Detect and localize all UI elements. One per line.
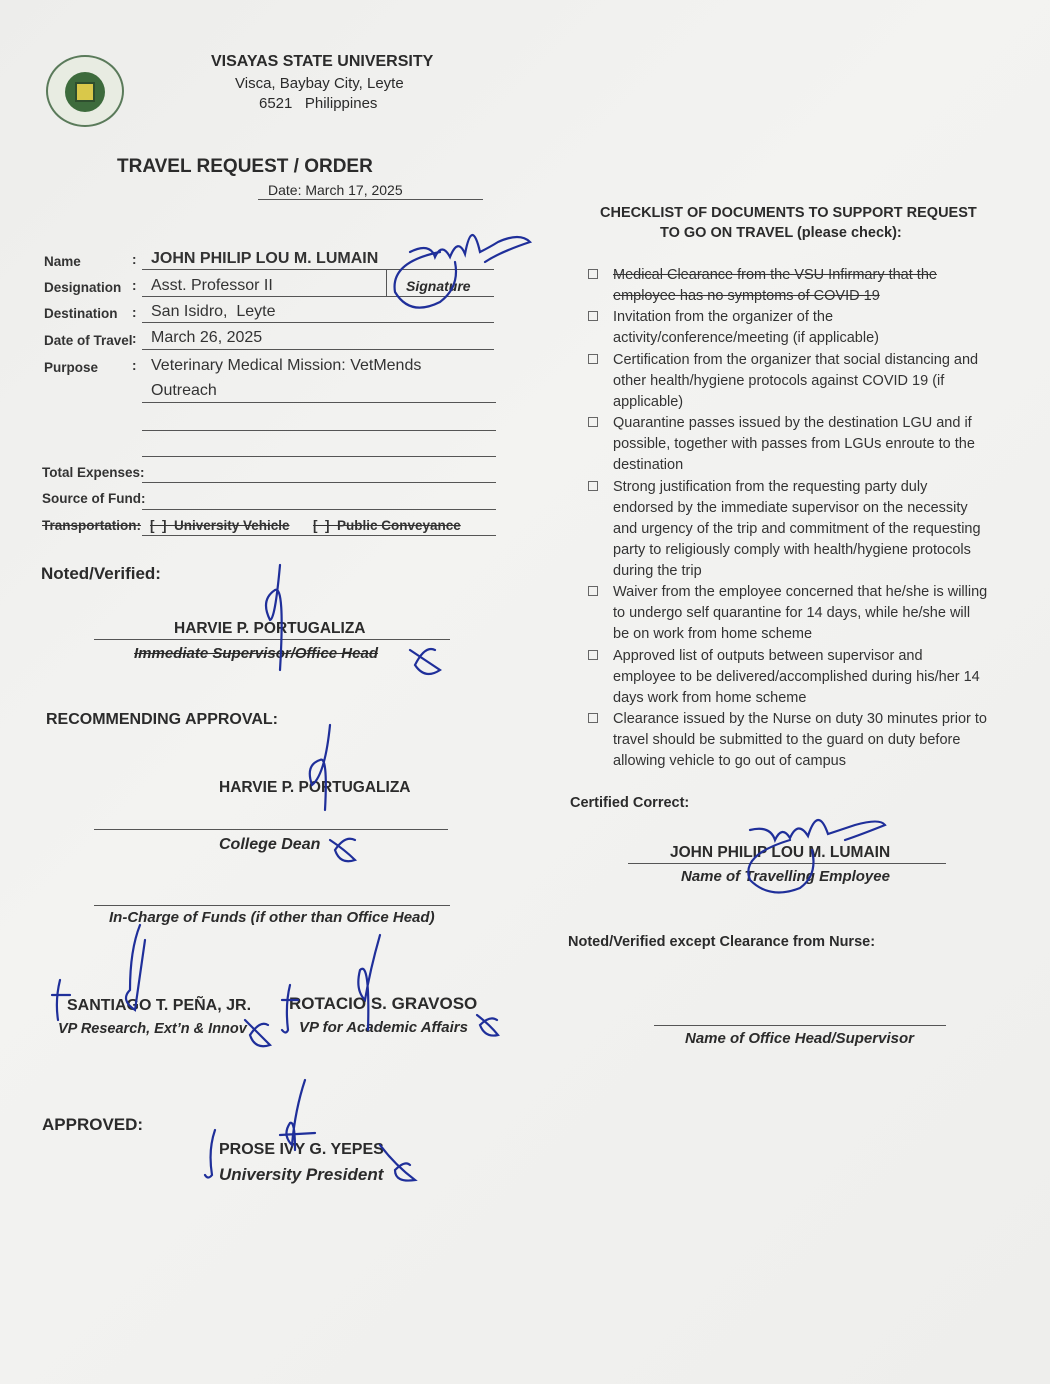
public-conveyance-option[interactable]: [ ] Public Conveyance xyxy=(313,518,461,533)
name-value: JOHN PHILIP LOU M. LUMAIN xyxy=(151,250,379,267)
employee-title: Name of Travelling Employee xyxy=(681,868,890,885)
purpose-value-1: Veterinary Medical Mission: VetMends xyxy=(151,357,422,374)
checkbox[interactable] xyxy=(588,354,598,364)
checklist-item[interactable]: Waiver from the employee concerned that he/she is willing to undergo self quarantine for 14 days, while he/she will be on work from home scheme xyxy=(588,582,988,645)
source-of-fund-label: Source of Fund: xyxy=(42,491,146,506)
vp-academic-title: VP for Academic Affairs xyxy=(299,1019,468,1036)
supervisor-title: Immediate Supervisor/Office Head xyxy=(134,645,378,662)
purpose-value-2: Outreach xyxy=(151,382,217,399)
checklist-title-1: CHECKLIST OF DOCUMENTS TO SUPPORT REQUEST xyxy=(600,205,977,221)
dean-title: College Dean xyxy=(219,836,321,853)
checkbox[interactable] xyxy=(588,481,598,491)
checklist-item[interactable]: Quarantine passes issued by the destination LGU and if possible, together with passes from LGUs enroute to the destination xyxy=(588,413,988,476)
approved-label: APPROVED: xyxy=(42,1115,144,1134)
form-date: Date: March 17, 2025 xyxy=(268,182,403,198)
checklist-title-2: TO GO ON TRAVEL (please check): xyxy=(660,225,902,241)
university-vehicle-option[interactable]: [ ] University Vehicle xyxy=(150,518,290,533)
designation-value: Asst. Professor II xyxy=(151,277,273,294)
total-expenses-label: Total Expenses: xyxy=(42,465,145,480)
form-title: TRAVEL REQUEST / ORDER xyxy=(117,156,373,177)
president-title: University President xyxy=(219,1165,384,1184)
checklist-item[interactable]: Approved list of outputs between supervisor and employee to be delivered/accomplished during his/her 14 days work from home scheme xyxy=(588,646,988,709)
designation-label: Designation xyxy=(44,280,122,295)
checklist-item[interactable]: Strong justification from the requesting party duly endorsed by the immediate supervisor on the necessity and urgency of the trip and commitment of the requesting party to religiously comply with health/hygiene protocols during the trip xyxy=(588,477,988,582)
name-label: Name xyxy=(44,254,81,269)
checkbox[interactable] xyxy=(588,311,598,321)
vp-research-name: SANTIAGO T. PEÑA, JR. xyxy=(67,997,252,1014)
checklist-item[interactable]: Certification from the organizer that social distancing and other health/hygiene protocols against COVID 19 (if applicable) xyxy=(588,350,988,413)
destination-label: Destination xyxy=(44,306,118,321)
employee-name: JOHN PHILIP LOU M. LUMAIN xyxy=(670,844,891,861)
destination-value: San Isidro, Leyte xyxy=(151,303,276,320)
funds-title: In-Charge of Funds (if other than Office Head) xyxy=(109,909,435,926)
vp-research-title: VP Research, Ext’n & Innov xyxy=(58,1021,247,1037)
certified-correct-label: Certified Correct: xyxy=(570,795,690,811)
purpose-label: Purpose xyxy=(44,360,99,375)
checklist-item[interactable]: Clearance issued by the Nurse on duty 30 minutes prior to travel should be submitted to the guard on duty before allowing vehicle to go out of campus xyxy=(588,709,988,772)
date-of-travel-label: Date of Travel xyxy=(44,333,133,348)
transportation-label: Transportation: xyxy=(42,518,142,533)
address-line-1: Visca, Baybay City, Leyte xyxy=(235,75,404,92)
address-line-2: 6521 Philippines xyxy=(259,95,378,112)
university-seal xyxy=(46,55,124,127)
recommending-approval-label: RECOMMENDING APPROVAL: xyxy=(46,711,278,728)
university-name: VISAYAS STATE UNIVERSITY xyxy=(211,53,434,70)
checkbox[interactable] xyxy=(588,269,598,279)
checkbox[interactable] xyxy=(588,417,598,427)
checkbox[interactable] xyxy=(588,586,598,596)
noted-verified-label: Noted/Verified: xyxy=(41,564,161,583)
vp-academic-name: ROTACIO S. GRAVOSO xyxy=(289,994,478,1013)
checkbox[interactable] xyxy=(588,713,598,723)
checklist-item[interactable]: Invitation from the organizer of the activity/conference/meeting (if applicable) xyxy=(588,307,988,349)
signature-label: Signature xyxy=(406,278,471,294)
noted-except-nurse-label: Noted/Verified except Clearance from Nurse: xyxy=(568,934,876,950)
supervisor-name: HARVIE P. PORTUGALIZA xyxy=(174,620,366,637)
checklist-item[interactable]: Medical Clearance from the VSU Infirmary that the employee has no symptoms of COVID 19 xyxy=(588,265,988,307)
signature-applicant xyxy=(380,212,540,317)
date-of-travel-value: March 26, 2025 xyxy=(151,329,263,346)
president-name: PROSE IVY G. YEPES xyxy=(219,1141,384,1158)
office-head-title: Name of Office Head/Supervisor xyxy=(685,1030,914,1047)
checkbox[interactable] xyxy=(588,650,598,660)
dean-name: HARVIE P. PORTUGALIZA xyxy=(219,779,411,796)
